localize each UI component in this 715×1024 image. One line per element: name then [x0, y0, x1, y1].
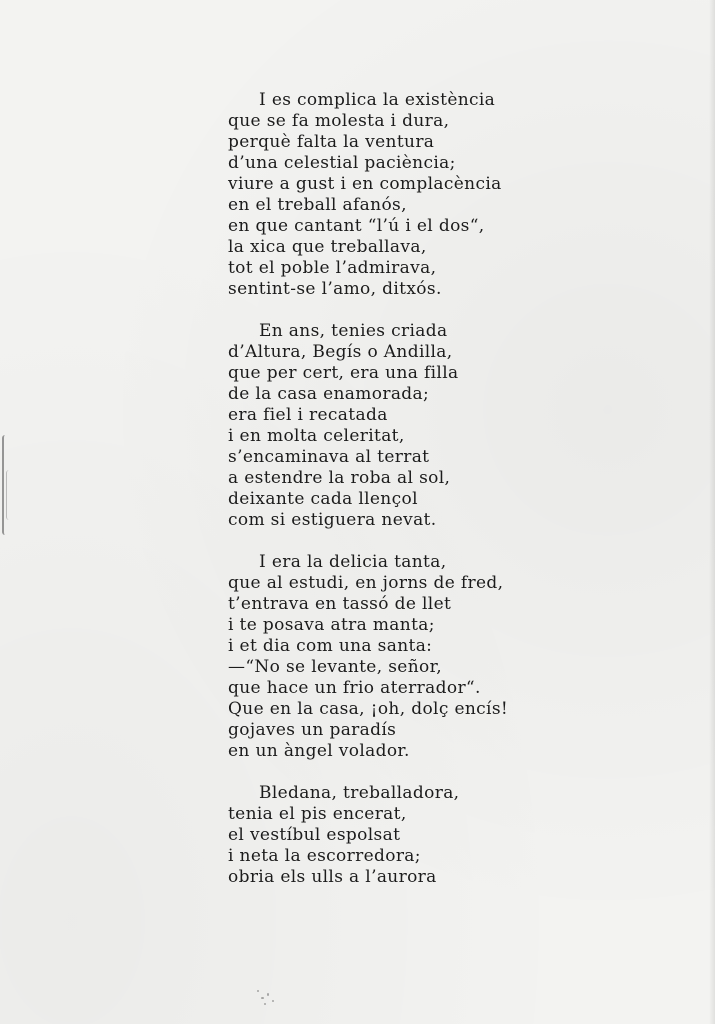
poem-line: en que cantant “l’ú i el dos“,	[228, 216, 485, 236]
binding-staple-inner	[6, 470, 13, 520]
poem-line: I era la delicia tanta,	[259, 552, 447, 572]
poem-line: que al estudi, en jorns de fred,	[228, 573, 504, 593]
poem-line: en un àngel volador.	[228, 741, 410, 761]
ink-specks	[255, 988, 285, 1008]
poem-line: tot el poble l’admirava,	[228, 258, 437, 278]
poem-line: Que en la casa, ¡oh, dolç encís!	[228, 699, 509, 719]
poem-line: com si estiguera nevat.	[228, 510, 437, 530]
poem-line: que se fa molesta i dura,	[228, 111, 450, 131]
poem-line: i et dia com una santa:	[228, 636, 433, 656]
poem-line: el vestíbul espolsat	[228, 825, 401, 845]
poem-line: gojaves un paradís	[228, 720, 397, 740]
poem-line: t’entrava en tassó de llet	[228, 594, 452, 614]
page-edge-shadow	[709, 0, 715, 1024]
poem-line: era fiel i recatada	[228, 405, 388, 425]
poem-stanza	[228, 90, 548, 300]
poem-stanza	[228, 552, 548, 762]
poem-line: obria els ulls a l’aurora	[228, 867, 437, 887]
poem-line: I es complica la existència	[259, 90, 496, 110]
poem-line: s’encaminava al terrat	[228, 447, 430, 467]
poem-text	[228, 90, 548, 909]
poem-stanza	[228, 783, 548, 888]
poem-line: en el treball afanós,	[228, 195, 407, 215]
poem-line: —“No se levante, señor,	[228, 657, 442, 677]
poem-line: i neta la escorredora;	[228, 846, 421, 866]
poem-line: En ans, tenies criada	[259, 321, 448, 341]
poem-line: deixante cada llençol	[228, 489, 418, 509]
poem-line: sentint-se l’amo, ditxós.	[228, 279, 442, 299]
poem-stanza	[228, 321, 548, 531]
poem-line: Bledana, treballadora,	[259, 783, 460, 803]
poem-line: a estendre la roba al sol,	[228, 468, 451, 488]
poem-line: i en molta celeritat,	[228, 426, 405, 446]
poem-line: de la casa enamorada;	[228, 384, 430, 404]
poem-line: d’una celestial paciència;	[228, 153, 456, 173]
poem-line: que per cert, era una filla	[228, 363, 459, 383]
poem-line: perquè falta la ventura	[228, 132, 435, 152]
poem-line: viure a gust i en complacència	[228, 174, 502, 194]
poem-line: tenia el pis encerat,	[228, 804, 407, 824]
poem-line: que hace un frio aterrador“.	[228, 678, 481, 698]
poem-line: i te posava atra manta;	[228, 615, 435, 635]
poem-line: d’Altura, Begís o Andilla,	[228, 342, 453, 362]
poem-line: la xica que treballava,	[228, 237, 427, 257]
